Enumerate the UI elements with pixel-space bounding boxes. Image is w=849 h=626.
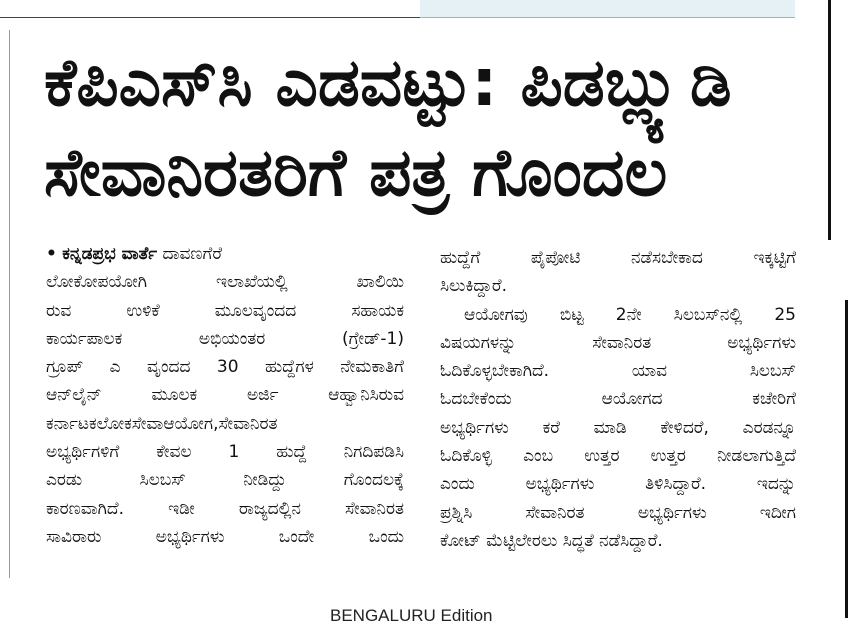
body-line: ಕಾರಣವಾಗಿದೆ. ಇಡೀ ರಾಜ್ಯದಲ್ಲಿನ ಸೇವಾನಿರತ	[46, 498, 404, 519]
body-line: ಗ್ರೂಪ್ ಎ ವೃಂದದ 30 ಹುದ್ದೆಗಳ ನೇಮಕಾತಿಗೆ	[46, 357, 404, 378]
body-line: ಪ್ರಶ್ನಿಸಿ ಸೇವಾನಿರತ ಅಭ್ಯರ್ಥಿಗಳು ಇದೀಗ	[440, 502, 796, 523]
body-line: ಹುದ್ದೆಗೆ ಪೈಪೋಟಿ ನಡೆಸಬೇಕಾದ ಇಕ್ಕಟ್ಟಿಗೆ	[440, 248, 796, 268]
body-line: ಆನ್‌ಲೈನ್ ಮೂಲಕ ಅರ್ಜಿ ಆಹ್ವಾನಿಸಿರುವ	[46, 385, 404, 406]
body-line: ಕೋಟ್ ಮೆಟ್ಟಿಲೇರಲು ಸಿದ್ಧತೆ ನಡೆಸಿದ್ದಾರೆ.	[440, 530, 663, 551]
right-page-rule-lower	[845, 300, 848, 618]
headline-line-1: ಕೆಪಿಎಸ್‌ಸಿ ಎಡವಟ್ಟು: ಪಿಡಬ್ಲ್ಯುಡಿ	[44, 44, 732, 121]
headline-line-2: ಸೇವಾನಿರತರಿಗೆ ಪತ್ರ ಗೊಂದಲ	[44, 134, 668, 211]
dateline	[46, 240, 404, 268]
dateline-source: ಕನ್ನಡಪ್ರಭ ವಾರ್ತೆ	[62, 244, 158, 264]
body-line: ಕಾರ್ಯಪಾಲಕ ಅಭಿಯಂತರ (ಗ್ರೇಡ್-1)	[46, 328, 404, 349]
article-column-2	[440, 244, 796, 555]
body-line: ಓದಿಕೊಳ್ಳಬೇಕಾಗಿದೆ. ಯಾವ ಸಿಲಬಸ್	[440, 361, 796, 382]
top-tinted-strip	[420, 0, 795, 18]
top-border-line	[0, 17, 420, 18]
body-line: ಎಂದು ಅಭ್ಯರ್ಥಿಗಳು ತಿಳಿಸಿದ್ದಾರೆ. ಇದನ್ನು	[440, 474, 796, 495]
body-line: ಅಭ್ಯರ್ಥಿಗಳಿಗೆ ಕೇವಲ 1 ಹುದ್ದೆ ನಿಗದಿಪಡಿಸಿ	[46, 442, 404, 463]
article-column-1	[46, 240, 404, 551]
body-line: ಅಭ್ಯರ್ಥಿಗಳು ಕರೆ ಮಾಡಿ ಕೇಳಿದರೆ, ಎರಡನ್ನೂ	[440, 417, 796, 438]
body-line: ಓದಿಕೊಳ್ಳಿ ಎಂಬ ಉತ್ತರ ಉತ್ತರ ನೀಡಲಾಗುತ್ತಿದೆ	[440, 446, 796, 467]
right-page-rule	[828, 0, 831, 240]
body-line: ಲೋಕೋಪಯೋಗಿ ಇಲಾಖೆಯಲ್ಲಿ ಖಾಲಿಯಿ	[46, 272, 404, 293]
body-line: ಎರಡು ಸಿಲಬಸ್ ನೀಡಿದ್ದು ಗೊಂದಲಕ್ಕೆ	[46, 470, 404, 491]
dateline-place: ದಾವಣಗೆರೆ	[162, 244, 222, 264]
body-line: ವಿಷಯಗಳನ್ನು ಸೇವಾನಿರತ ಅಭ್ಯರ್ಥಿಗಳು	[440, 332, 796, 353]
body-line: ಕರ್ನಾಟಕಲೋಕಸೇವಾಆಯೋಗ,ಸೇವಾನಿರತ	[46, 413, 278, 434]
edition-footer: BENGALURU Edition	[330, 606, 493, 625]
paragraph-start-line: ಆಯೋಗವು ಬಿಟ್ಟ 2ನೇ ಸಿಲಬಸ್‌ನಲ್ಲಿ 25	[464, 304, 796, 325]
body-line: ಸಾವಿರಾರು ಅಭ್ಯರ್ಥಿಗಳು ಒಂದೇ ಒಂದು	[46, 526, 404, 547]
body-line: ಸಿಲುಕಿದ್ದಾರೆ.	[440, 276, 508, 297]
left-column-rule	[9, 30, 10, 578]
body-line: ರುವ ಉಳಿಕೆ ಮೂಲವೃಂದದ ಸಹಾಯಕ	[46, 300, 404, 321]
dateline-bullet: •	[46, 244, 57, 264]
body-line: ಓದಬೇಕೆಂದು ಆಯೋಗದ ಕಚೇರಿಗೆ	[440, 389, 796, 410]
